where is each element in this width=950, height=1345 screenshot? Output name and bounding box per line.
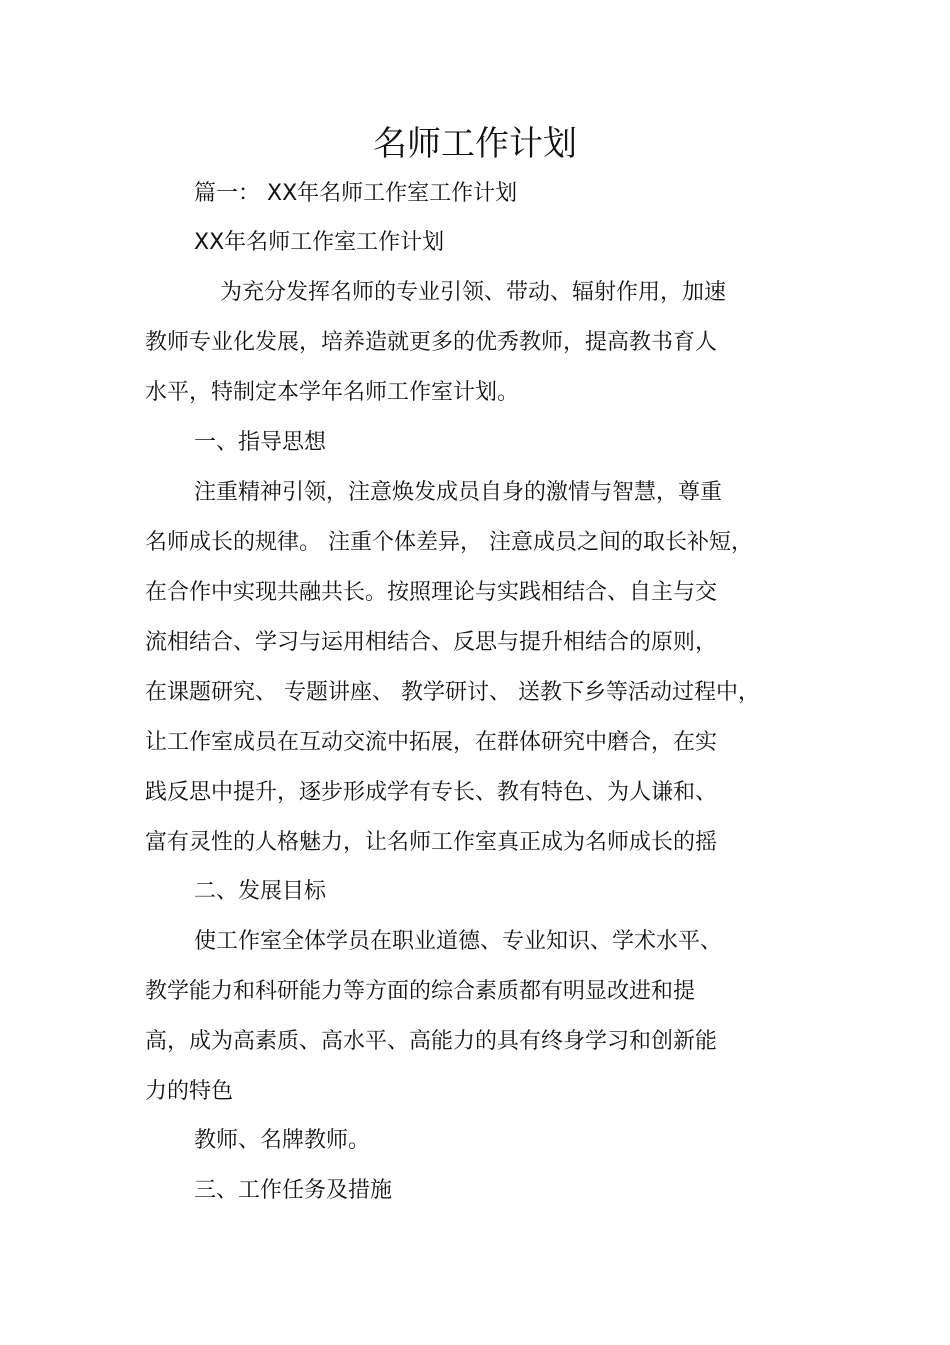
paragraph-line: 为充分发挥名师的专业引领、带动、辐射作用，加速 xyxy=(220,280,727,305)
paragraph-line: 教学能力和科研能力等方面的综合素质都有明显改进和提 xyxy=(145,979,696,1004)
paragraph-line: 富有灵性的人格魅力，让名师工作室真正成为名师成长的摇 xyxy=(145,830,718,855)
paragraph-line: 教师专业化发展，培养造就更多的优秀教师，提高教书育人 xyxy=(145,330,718,355)
paragraph-line: 在课题研究、 专题讲座、 教学研讨、 送教下乡等活动过程中， xyxy=(145,680,760,705)
paragraph-line: 水平，特制定本学年名师工作室计划。 xyxy=(145,380,520,405)
paragraph-line: 名师成长的规律。 注重个体差异， 注意成员之间的取长补短， xyxy=(145,530,753,555)
document-title: 名师工作计划 xyxy=(373,124,577,164)
paragraph-line: 践反思中提升，逐步形成学有专长、教有特色、为人谦和、 xyxy=(145,780,718,805)
section-heading: 一、指导思想 xyxy=(194,430,327,455)
paragraph-line: 流相结合、学习与运用相结合、反思与提升相结合的原则， xyxy=(145,630,718,655)
paragraph-line: 教师、名牌教师。 xyxy=(194,1128,371,1153)
section-heading: XX年名师工作室工作计划 xyxy=(194,230,445,255)
paragraph-line: 使工作室全体学员在职业道德、专业知识、学术水平、 xyxy=(194,929,723,954)
paragraph-line: 高，成为高素质、高水平、高能力的具有终身学习和创新能 xyxy=(145,1029,718,1054)
section-heading: 二、发展目标 xyxy=(194,879,327,904)
paragraph-line: 注重精神引领，注意焕发成员自身的激情与智慧，尊重 xyxy=(194,480,723,505)
document-subtitle: 篇一： XX年名师工作室工作计划 xyxy=(194,181,518,206)
paragraph-line: 让工作室成员在互动交流中拓展，在群体研究中磨合，在实 xyxy=(145,730,718,755)
section-heading: 三、工作任务及措施 xyxy=(194,1178,393,1203)
paragraph-line: 力的特色 xyxy=(145,1079,234,1104)
paragraph-line: 在合作中实现共融共长。按照理论与实践相结合、自主与交 xyxy=(145,580,718,605)
